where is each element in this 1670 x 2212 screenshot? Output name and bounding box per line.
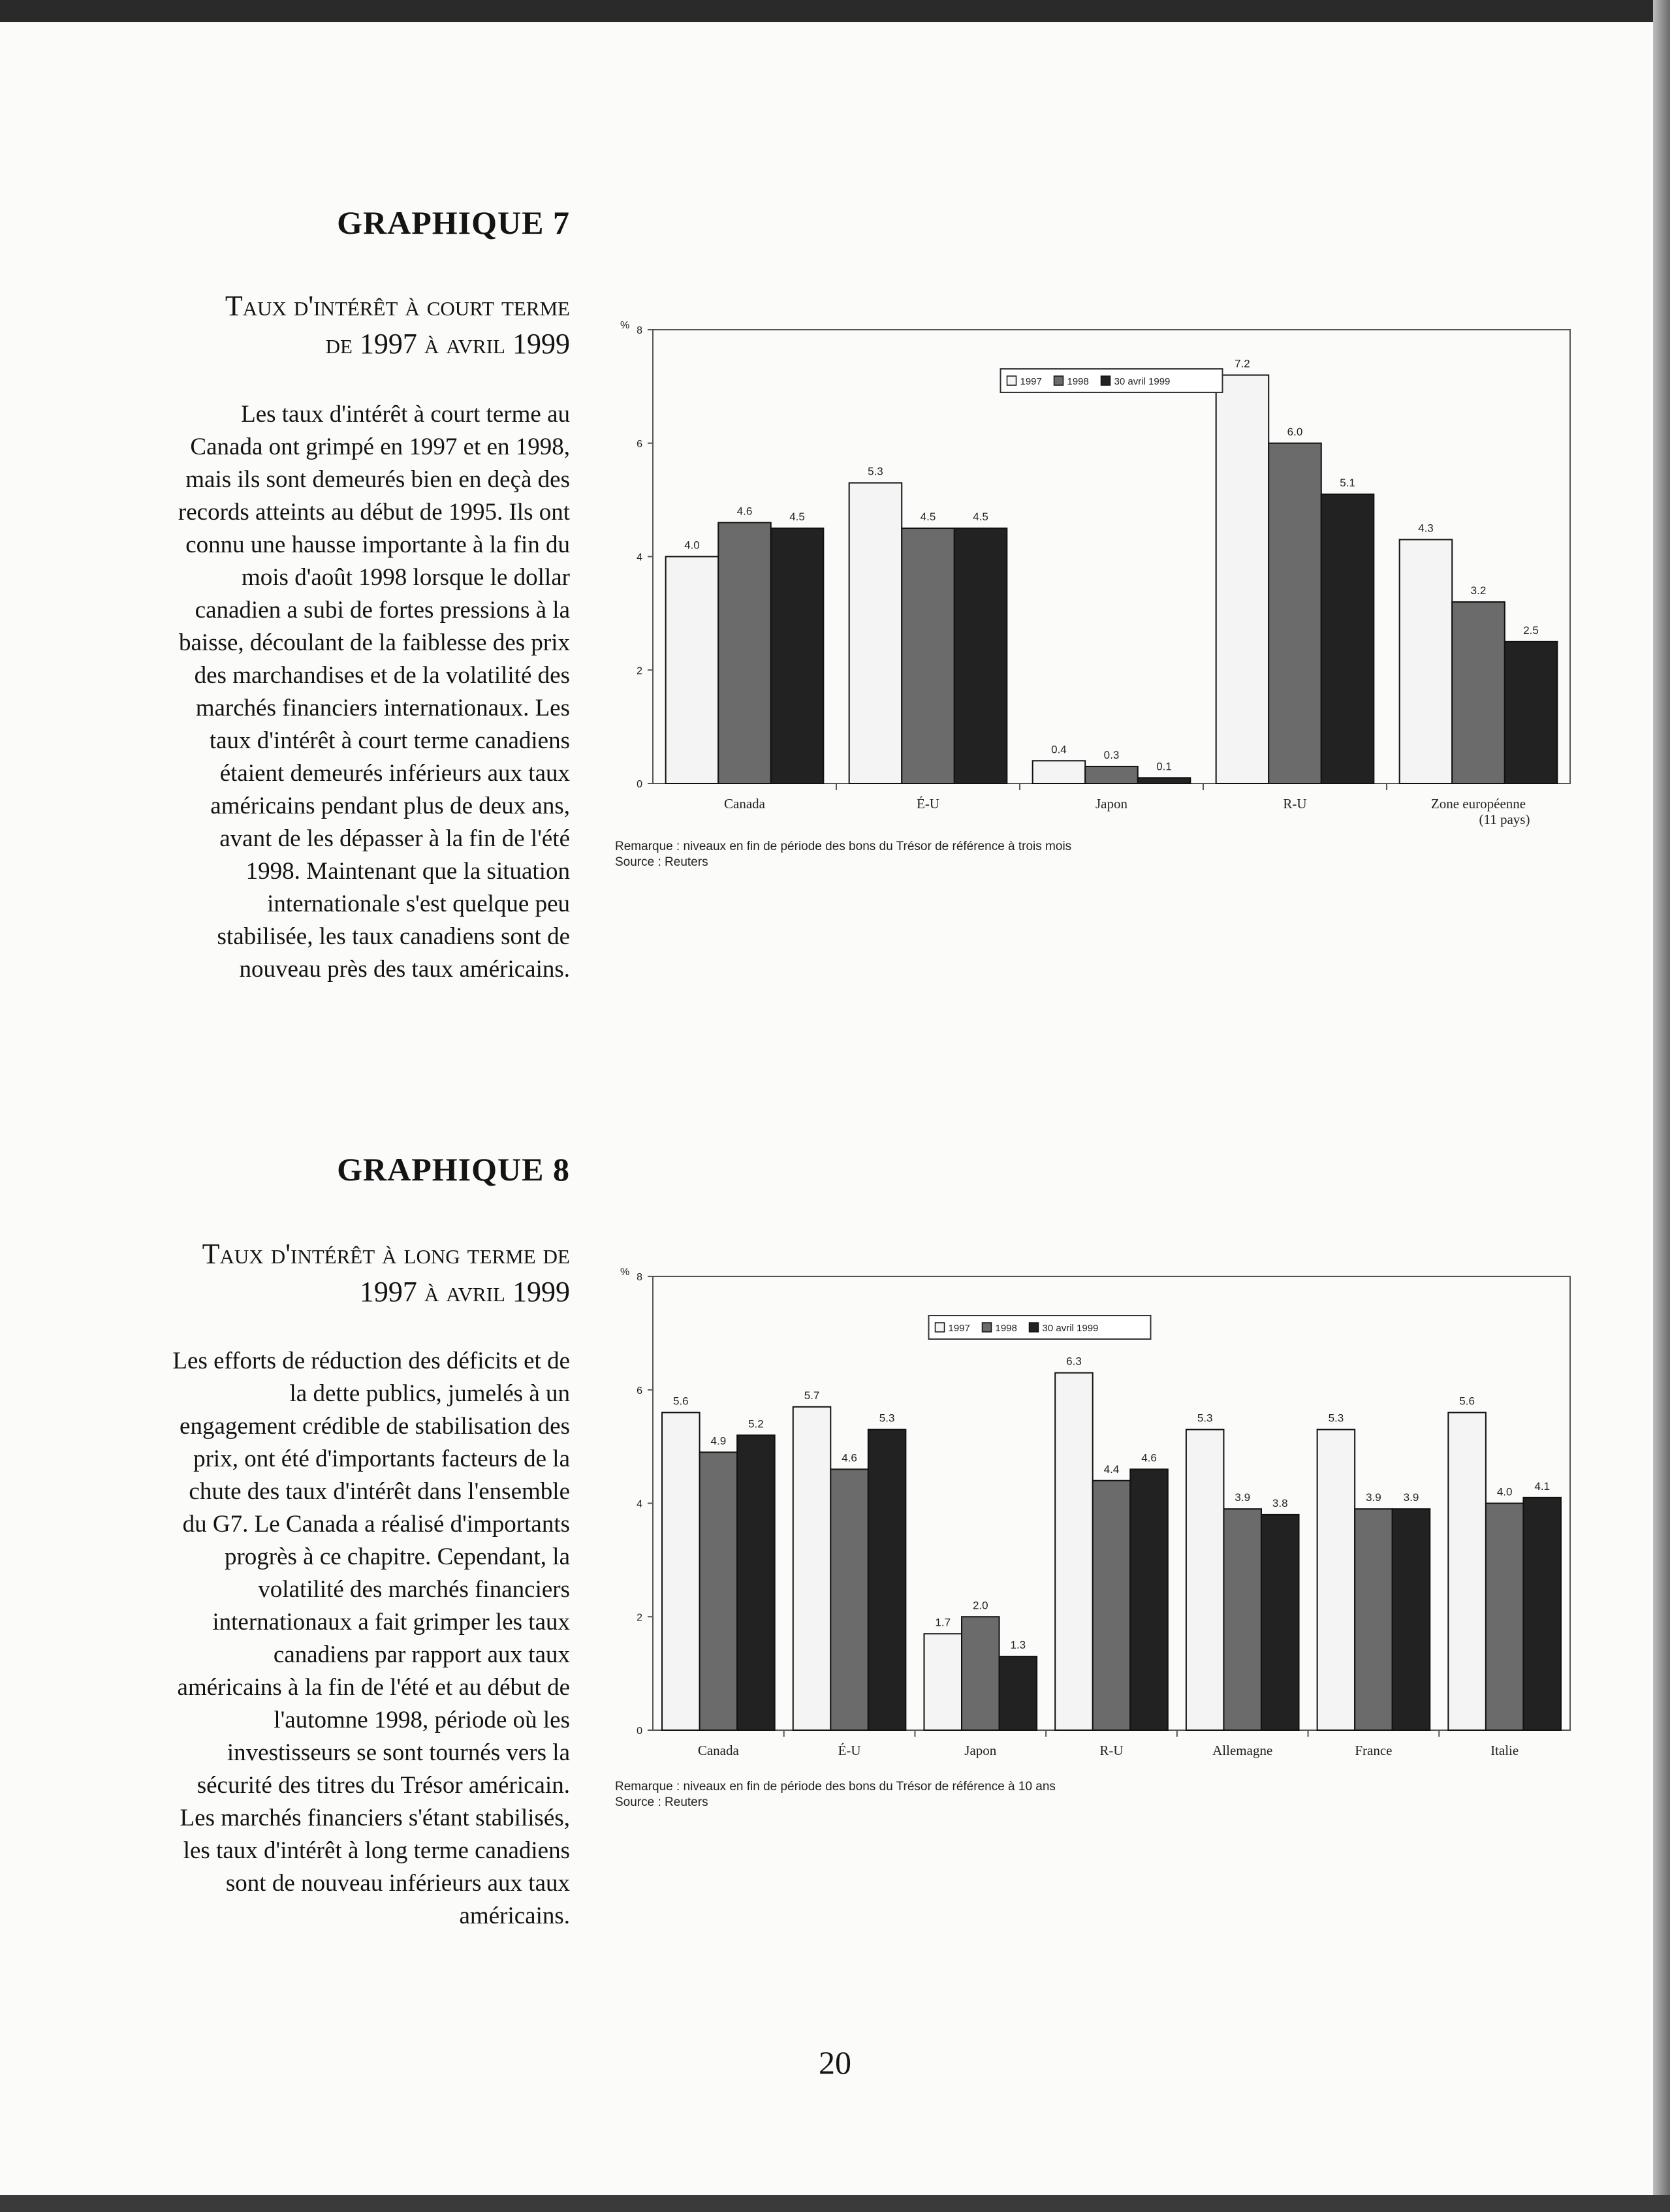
scan-right-edge [1653,0,1670,2212]
y-tick-label: 6 [637,1385,642,1397]
paragraph-line: records atteints au début de 1995. Ils ont [178,499,570,526]
data-label: 4.5 [789,511,805,524]
paragraph-line: chute des taux d'intérêt dans l'ensemble [189,1478,570,1505]
y-tick-label: 2 [637,1612,642,1624]
bar [1393,1509,1430,1730]
paragraph-line: canadiens par rapport aux taux [273,1641,570,1668]
paragraph-line: du G7. Le Canada a réalisé d'importants [182,1511,570,1538]
bar [1505,642,1558,783]
data-label: 4.6 [736,505,753,518]
paragraph-line: mais ils sont demeurés bien en deçà des [185,466,570,493]
page-number: 20 [819,2044,851,2081]
graph7-subtitle-line2: de 1997 à avril 1999 [325,328,570,360]
bar [962,1617,1000,1730]
y-tick-label: 4 [637,1498,642,1510]
paragraph-line: taux d'intérêt à court terme canadiens [209,727,570,754]
data-label: 5.6 [1459,1395,1475,1408]
y-axis-label: % [620,1267,630,1278]
legend-swatch [1030,1323,1039,1332]
paragraph-line: avant de les dépasser à la fin de l'été [219,825,570,852]
paragraph-line: nouveau près des taux américains. [239,956,570,983]
bar [868,1430,906,1730]
chart-note: Remarque : niveaux en fin de période des bons du Trésor de référence à trois mois [615,840,1072,853]
graph7-subtitle [74,287,570,363]
graph8-subtitle-line1: Taux d'intérêt à long terme de [202,1238,570,1270]
bar [771,528,824,783]
bar [1486,1504,1524,1731]
bar [1261,1515,1299,1730]
y-tick-label: 8 [637,1272,642,1283]
x-category-label: Italie [1490,1743,1519,1758]
data-label: 4.1 [1534,1479,1551,1493]
paragraph-line: prix, ont été d'importants facteurs de la [193,1446,570,1472]
graph8-subtitle [74,1235,570,1311]
bar [1355,1509,1393,1730]
data-label: 2.0 [972,1599,988,1612]
paragraph-line: sécurité des titres du Trésor américain. [197,1772,570,1799]
bar [1223,1509,1261,1730]
y-tick-label: 6 [637,438,642,450]
paragraph-line: 1998. Maintenant que la situation [245,858,570,885]
bar [700,1452,738,1730]
data-label: 2.5 [1523,624,1539,637]
bar [1055,1373,1093,1730]
graph7-heading: GRAPHIQUE 7 [337,204,570,241]
bar [793,1407,831,1730]
graph8-paragraph [100,1345,570,1933]
paragraph-line: étaient demeurés inférieurs aux taux [219,760,570,787]
graph8-chart [607,1257,1573,1831]
paragraph-line: Les efforts de réduction des déficits et de [172,1348,570,1374]
bar [924,1634,962,1730]
y-tick-label: 8 [637,325,642,336]
paragraph-line: marchés financiers internationaux. Les [195,695,570,721]
bar [1400,539,1453,783]
y-tick-label: 0 [637,779,642,790]
bar [1452,602,1505,783]
paragraph-line: baisse, découlant de la faiblesse des prix [179,629,570,656]
legend-label: 1997 [948,1323,970,1334]
data-label: 1.3 [1010,1639,1026,1652]
data-label: 4.4 [1103,1462,1120,1476]
data-label: 0.3 [1103,748,1120,761]
x-category-label: Allemagne [1212,1743,1273,1758]
bar [1317,1430,1355,1730]
paragraph-line: Les taux d'intérêt à court terme au [241,401,570,428]
bar [1216,375,1269,784]
paragraph-line: la dette publics, jumelés à un [289,1380,570,1407]
graph7-chart [607,310,1573,885]
data-label: 5.7 [804,1389,820,1402]
paragraph-line: internationale s'est quelque peu [267,891,570,917]
legend-label: 1998 [995,1323,1017,1334]
paragraph-line: Les marchés financiers s'étant stabilisés, [180,1805,570,1831]
data-label: 4.6 [1141,1451,1157,1464]
x-category-label: Japon [1095,796,1127,812]
data-label: 4.6 [842,1451,857,1464]
data-label: 4.0 [684,539,700,552]
legend-swatch [1007,376,1016,385]
data-label: 6.3 [1066,1355,1082,1368]
graph7-subtitle-line1: Taux d'intérêt à court terme [225,290,570,322]
legend-swatch [983,1323,992,1332]
paragraph-line: américains. [459,1903,570,1929]
graph8-subtitle-line2: 1997 à avril 1999 [359,1276,570,1308]
x-category-label: Japon [964,1743,997,1758]
y-axis-label: % [620,320,630,331]
paragraph-line: canadien a subi de fortes pressions à la [195,597,570,624]
y-tick-label: 2 [637,665,642,677]
y-tick-label: 4 [637,552,642,563]
paragraph-line: sont de nouveau inférieurs aux taux [225,1870,570,1897]
x-category-label: France [1355,1743,1393,1758]
data-label: 3.9 [1235,1491,1251,1504]
bar [1000,1656,1037,1730]
x-category-label: É-U [917,796,939,812]
bar [1130,1469,1168,1730]
legend-label: 1998 [1067,376,1089,387]
chart-note: Remarque : niveaux en fin de période des bons du Trésor de référence à 10 ans [615,1780,1056,1793]
bar [1321,494,1374,783]
bar [662,1413,700,1731]
paragraph-line: stabilisée, les taux canadiens sont de [217,923,570,950]
paragraph-line: connu une hausse importante à la fin du [185,531,570,558]
chart-source: Source : Reuters [615,855,708,869]
data-label: 5.3 [1328,1412,1344,1425]
data-label: 5.2 [748,1417,764,1430]
data-label: 4.3 [1418,522,1434,535]
bar [1093,1481,1131,1730]
bar [1085,766,1138,783]
graph7-paragraph [100,398,570,986]
x-category-label: É-U [838,1743,861,1758]
bar [849,483,902,783]
paragraph-line: investisseurs se sont tournés vers la [227,1739,570,1766]
data-label: 5.3 [868,465,883,478]
bar [666,557,719,784]
data-label: 3.2 [1470,584,1487,597]
graph8-heading: GRAPHIQUE 8 [337,1151,570,1188]
bar [1523,1498,1561,1730]
data-label: 3.9 [1366,1491,1381,1504]
data-label: 0.1 [1156,760,1172,773]
data-label: 4.9 [710,1434,727,1447]
legend-label: 30 avril 1999 [1114,376,1171,387]
x-category-label: Zone européenne [1430,796,1526,812]
x-category-label: R-U [1099,1743,1124,1758]
paragraph-line: Canada ont grimpé en 1997 et en 1998, [190,434,570,460]
data-label: 5.3 [879,1412,895,1425]
paragraph-line: progrès à ce chapitre. Cependant, la [224,1543,570,1570]
data-label: 3.9 [1403,1491,1419,1504]
paragraph-line: l'automne 1998, période où les [274,1707,570,1733]
data-label: 4.0 [1496,1485,1513,1498]
bar [954,528,1007,783]
x-category-label: R-U [1283,796,1307,812]
scan-bottom-edge [0,2195,1670,2212]
bar [1268,443,1321,783]
data-label: 3.8 [1272,1496,1288,1509]
data-label: 5.6 [672,1395,689,1408]
bar [902,528,954,783]
paragraph-line: des marchandises et de la volatilité des [194,662,570,689]
data-label: 1.7 [935,1616,951,1629]
paragraph-line: américains pendant plus de deux ans, [210,793,570,819]
legend-swatch [936,1323,945,1332]
data-label: 5.3 [1197,1412,1213,1425]
legend-swatch [1101,376,1111,385]
paragraph-line: internationaux a fait grimper les taux [212,1609,570,1635]
paragraph-line: américains à la fin de l'été et au début de [177,1674,570,1701]
data-label: 7.2 [1235,357,1250,370]
data-label: 4.5 [920,511,936,524]
data-label: 4.5 [973,511,988,524]
paragraph-line: mois d'août 1998 lorsque le dollar [241,564,570,591]
bar [1033,761,1086,783]
legend-swatch [1054,376,1063,385]
x-category-label: Canada [724,796,765,812]
paragraph-line: volatilité des marchés financiers [258,1576,570,1603]
x-category-label: Canada [697,1743,739,1758]
y-tick-label: 0 [637,1726,642,1737]
data-label: 6.0 [1287,425,1303,438]
paragraph-line: engagement crédible de stabilisation des [180,1413,570,1440]
x-category-sublabel: (11 pays) [1479,812,1530,827]
bar [830,1469,868,1730]
scan-top-edge [0,0,1670,22]
bar [1448,1413,1486,1731]
bar [1138,778,1191,783]
legend-label: 1997 [1020,376,1042,387]
paragraph-line: les taux d'intérêt à long terme canadiens [183,1837,570,1864]
legend-label: 30 avril 1999 [1042,1323,1099,1334]
chart-source: Source : Reuters [615,1795,708,1809]
data-label: 0.4 [1051,743,1067,756]
bar [737,1435,775,1730]
data-label: 5.1 [1340,476,1355,489]
bar [718,522,771,783]
bar [1186,1430,1224,1730]
